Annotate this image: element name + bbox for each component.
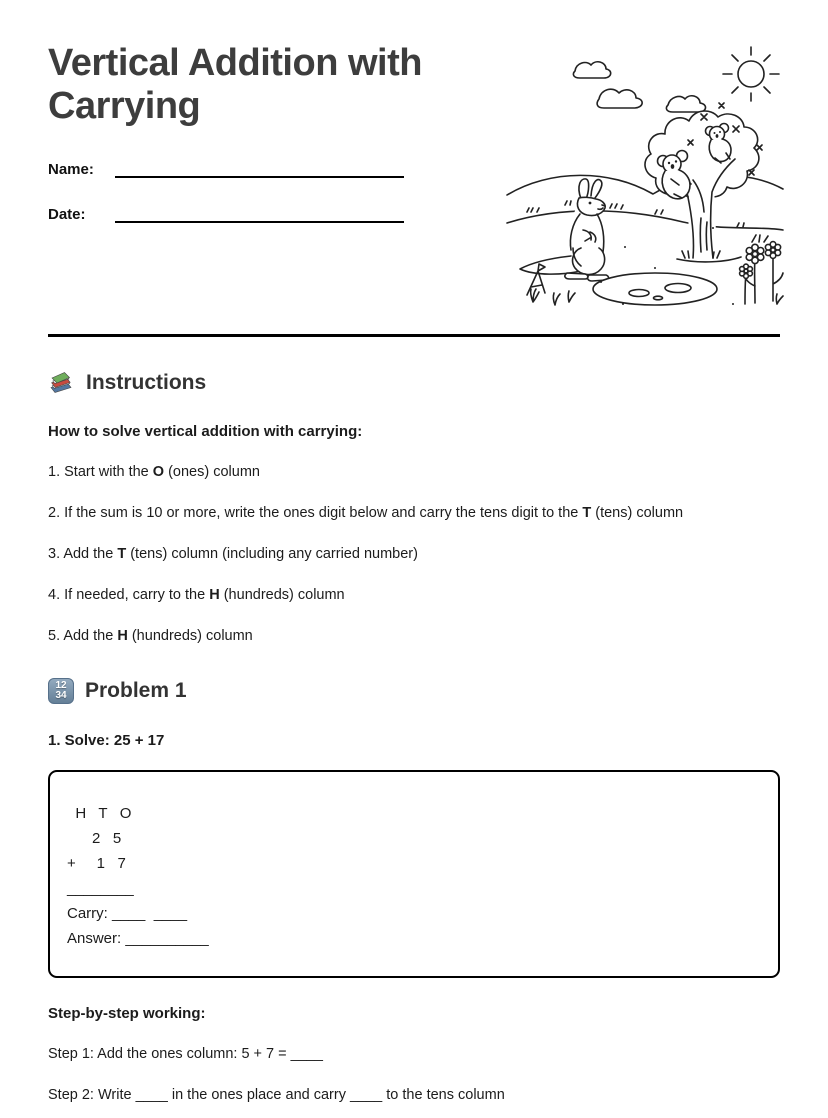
sun-icon bbox=[723, 47, 779, 101]
carry-blanks-line: Carry: ____ ____ bbox=[67, 904, 188, 922]
working-heading: Step-by-step working: bbox=[48, 1004, 206, 1022]
cloud-icons bbox=[573, 62, 705, 112]
name-field-row bbox=[48, 155, 404, 178]
column-headers-hto: H T O bbox=[67, 804, 132, 822]
working-step-1: Step 1: Add the ones column: 5 + 7 = ____ bbox=[48, 1045, 323, 1062]
instruction-step-4: 4. If needed, carry to the H (hundreds) column bbox=[48, 586, 345, 603]
problem1-heading bbox=[48, 678, 780, 704]
section-divider bbox=[48, 334, 780, 337]
worksheet-page bbox=[48, 0, 780, 1103]
pond-icon bbox=[593, 273, 717, 305]
instruction-step-1: 1. Start with the O (ones) column bbox=[48, 463, 260, 480]
instructions-heading bbox=[48, 370, 780, 396]
answer-blank-line: Answer: __________ bbox=[67, 929, 209, 947]
sum-rule-line: ________ bbox=[67, 879, 134, 897]
date-label: Date: bbox=[48, 205, 86, 223]
input-numbers-icon: 12 34 bbox=[48, 678, 74, 704]
outback-scene-illustration bbox=[505, 42, 785, 310]
page-title: Vertical Addition with Carrying bbox=[48, 42, 422, 127]
problem1-worksheet-box bbox=[48, 770, 780, 978]
instruction-step-5: 5. Add the H (hundreds) column bbox=[48, 627, 253, 644]
books-icon bbox=[48, 370, 75, 396]
name-line bbox=[115, 155, 404, 178]
instruction-step-3: 3. Add the T (tens) column (including any carried number) bbox=[48, 545, 418, 562]
name-label: Name: bbox=[48, 160, 94, 178]
addend-row-2: + 1 7 bbox=[67, 854, 126, 872]
date-field-row bbox=[48, 200, 404, 223]
instructions-heading-text: Instructions bbox=[86, 370, 207, 394]
problem1-heading-text: Problem 1 bbox=[85, 678, 187, 702]
flower-icons bbox=[740, 235, 783, 304]
instruction-step-2: 2. If the sum is 10 or more, write the ones digit below and carry the tens digit to the T (tens) column bbox=[48, 504, 684, 521]
solve-label: 1. Solve: 25 + 17 bbox=[48, 731, 165, 749]
kangaroo-icon bbox=[520, 179, 609, 281]
date-line bbox=[115, 200, 404, 223]
working-step-2: Step 2: Write ____ in the ones place and carry ____ to the tens column bbox=[48, 1086, 505, 1103]
addend-row-1: 2 5 bbox=[67, 829, 122, 847]
instructions-intro: How to solve vertical addition with carrying: bbox=[48, 422, 363, 440]
